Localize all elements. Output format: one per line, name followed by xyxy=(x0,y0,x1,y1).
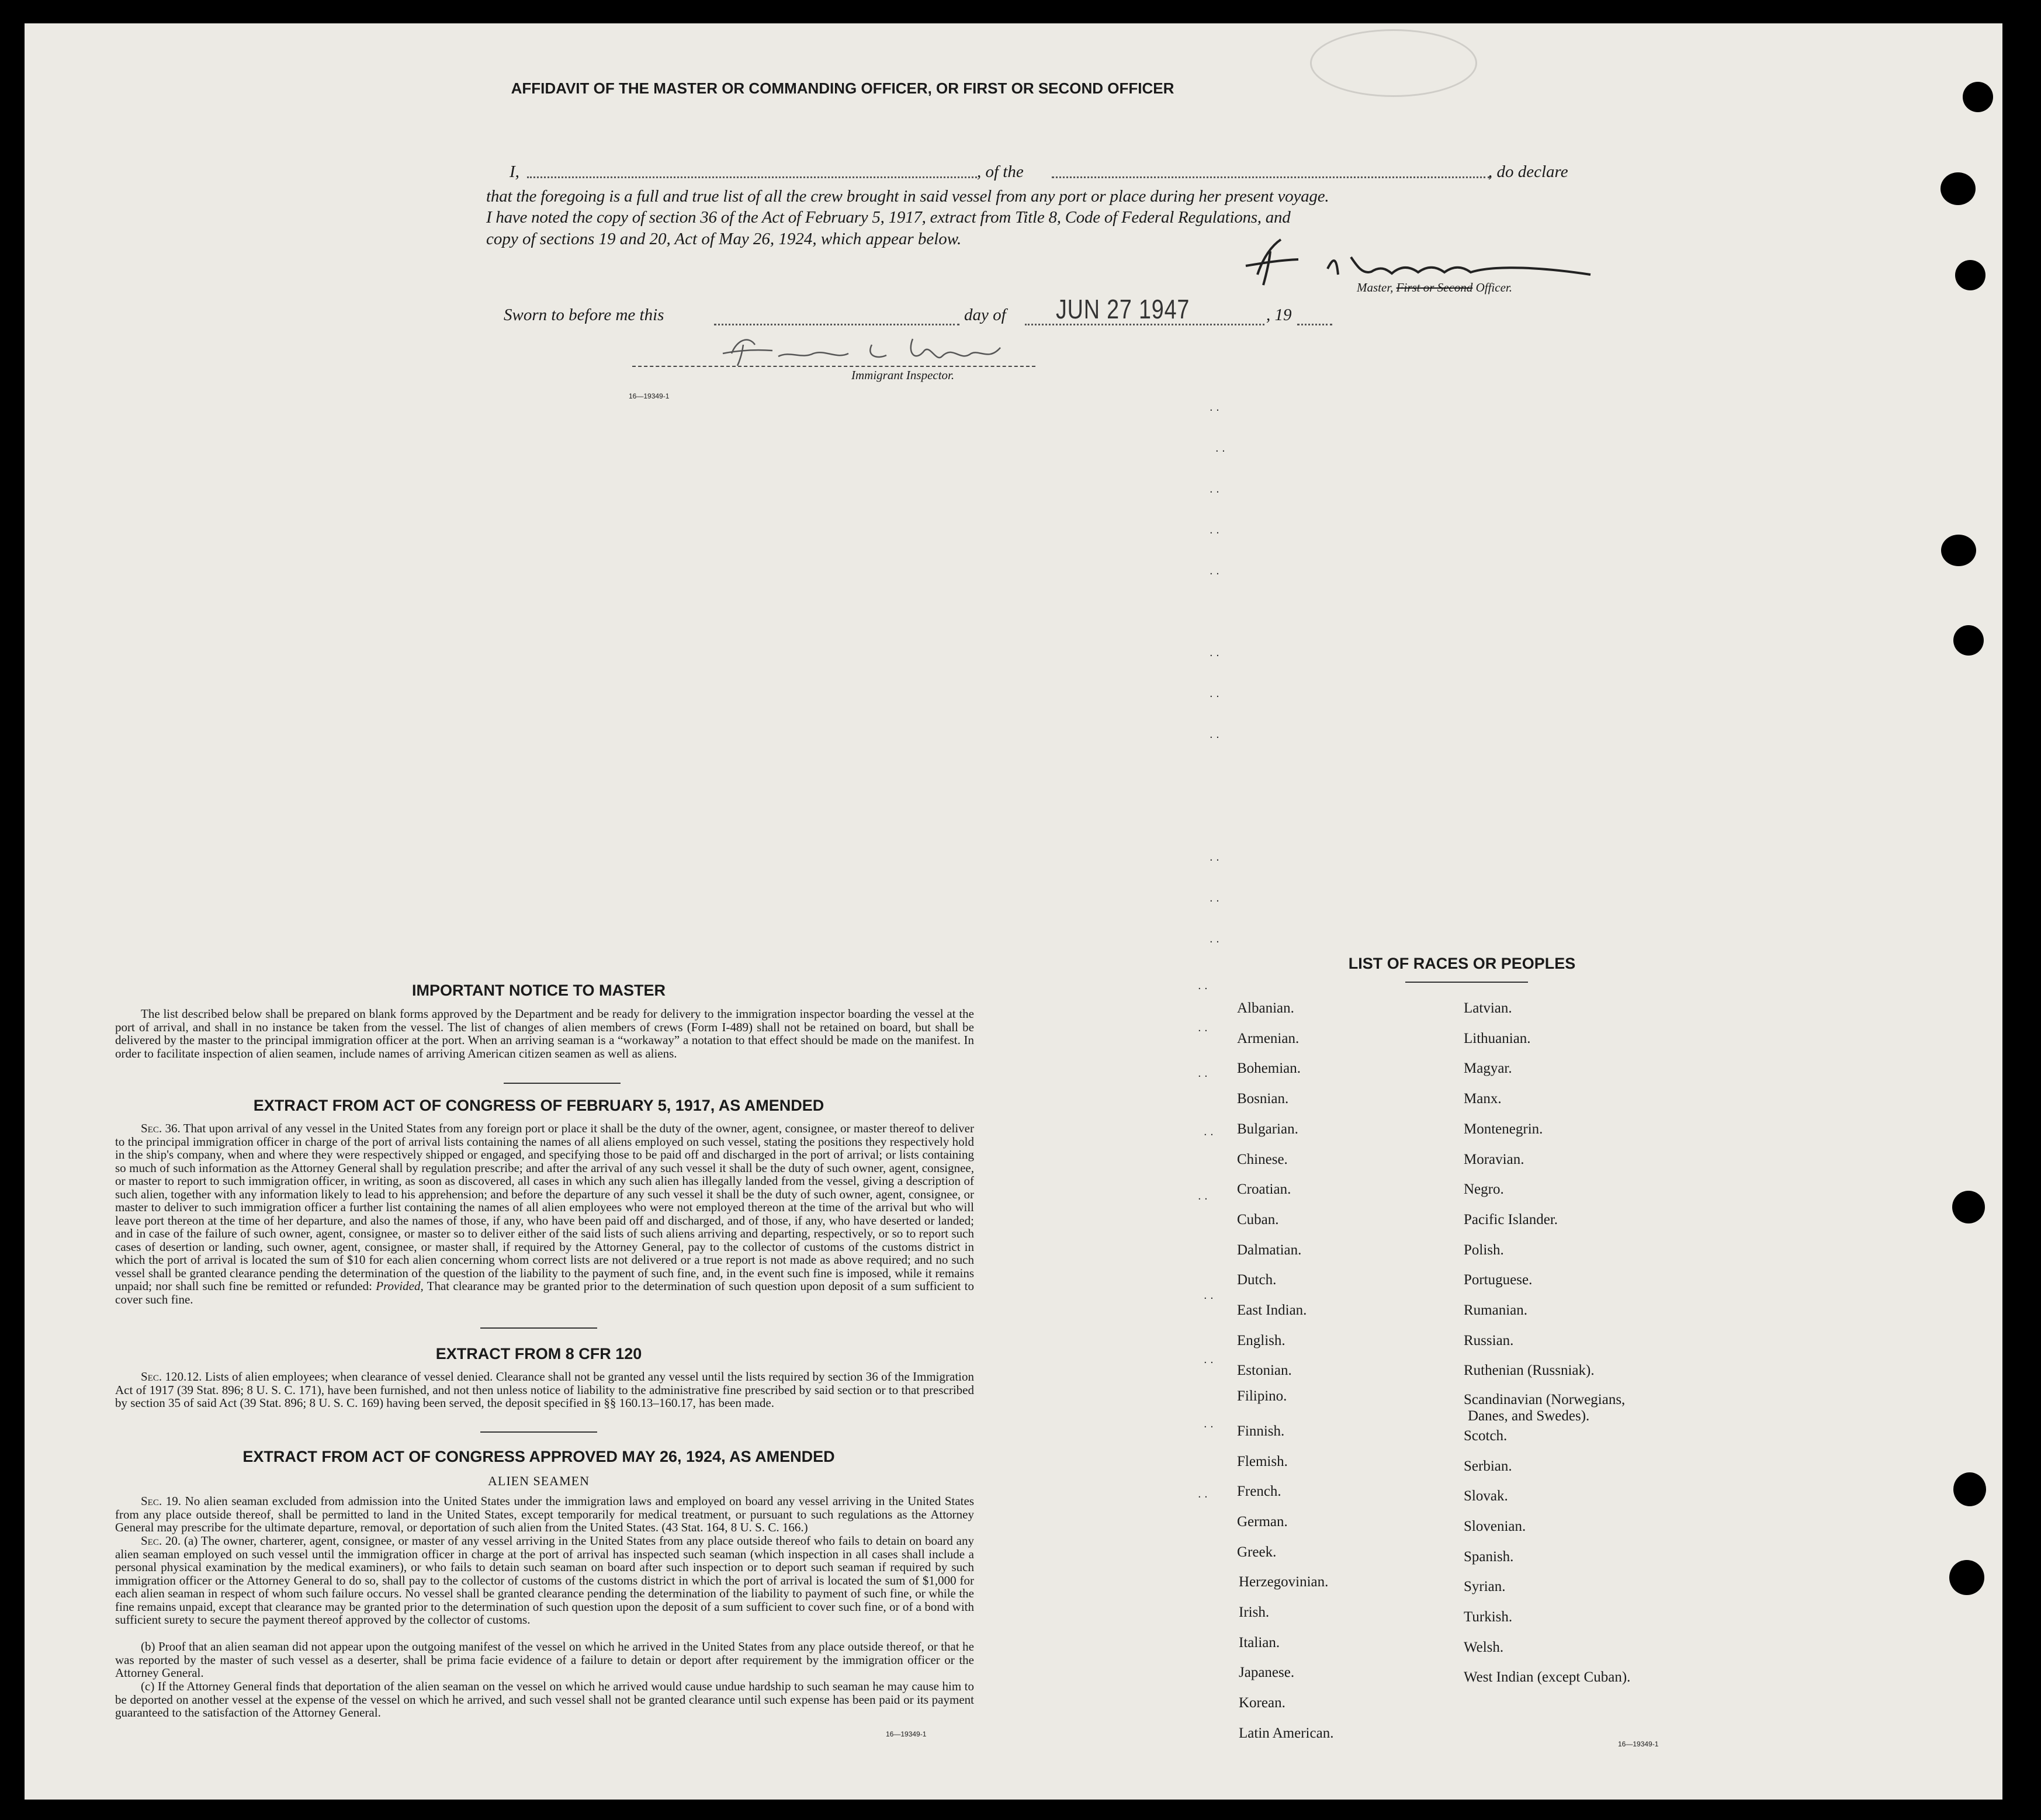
race-item: Scotch. xyxy=(1464,1427,1508,1444)
race-item: French. xyxy=(1237,1483,1281,1500)
form-number-bottom-right: 16—19349-1 xyxy=(1618,1740,1659,1748)
sec-36-text: That upon arrival of any vessel in the United States from any foreign port or place it shall be the duty of the owner, agent, consignee, or master thereof to deliver to the principal immigration officer in charge of the port of arrival lists containing the names of all aliens employed on such vessel, stating the positions they respectively hold in the ship's company, when and where they were respectively shipped or engaged, and specifying those to be paid off and discharged in the port of arrival; or lists containing so much of such information as the Attorney General shall by regulation prescribe; and after the arrival of any such vessel it shall be the duty of such owner, agent, consignee, or master to report to such immigration officer, in writing, as soon as discovered, all cases in which any such alien has illegally landed from the vessel, giving a description of such alien, together with any information likely to lead to his apprehension; and before the departure of any such vessel it shall be the duty of such owner, agent, consignee, or master to deliver to such immigration officer a further list containing the names of all alien employees who were not employed thereon at the time of the arrival but who will leave port thereon at the time of her departure, and also the names of those, if any, who have been paid off and discharged, and of those, if any, who have deserted or landed; and in case of the failure of such owner, agent, consignee, or master so to deliver either of the said lists of such aliens arriving and departing, respectively, or so to report such cases of desertion or landing, such owner, agent, consignee, or master shall, if required by the Attorney General, pay to the collector of customs of the customs district in which the port of arrival is located the sum of $10 for each alien concerning whom correct lists are not delivered or a true report is not made as above required; and no such vessel shall be granted clearance pending the determination of the question of the liability to the payment of such fine, and, in the event such fine is imposed, while it remains unpaid; nor shall such fine be remitted or refunded: xyxy=(115,1121,974,1293)
race-item: Armenian. xyxy=(1237,1030,1300,1046)
race-item: Scandinavian (Norwegians, xyxy=(1464,1392,1626,1408)
notice-text: The list described below shall be prepared on blank forms approved by the Department and be ready for delivery to the immigration inspector boarding the vessel at the port of arrival, and shall in no instance be taken from the vessel. The list of changes of alien members of crews (Form I-489) shall not be retained on board, but shall be delivered by the master to the principal immigration officer at the port. When an arriving seaman is a “workaway” a notation to that effect should be made on the manifest. In order to facilitate inspection of alien seamen, include names of arriving American citizen seamen as well as aliens. xyxy=(115,1007,974,1060)
fold-mark: . . xyxy=(1198,1021,1208,1034)
fold-mark: . . xyxy=(1204,1417,1214,1430)
extract-8cfr-text xyxy=(115,1370,974,1410)
fold-mark: . . xyxy=(1210,687,1219,700)
fold-mark: . . xyxy=(1210,483,1219,495)
sec-120-text: Lists of alien employees; when clearance of vessel denied. Clearance shall not be granted any vessel until the lists required by section 36 of the Immigration Act of 1917 (39 Stat. 896; 8 U. S. C. 171), have been furnished, and not then unless notice of liability to the administrative fine prescribed by said section or to that prescribed by section 35 of said Act (39 Stat. 896; 8 U. S. C. 169) having been served, the deposit specified in §§ 160.13–160.17, has been made. xyxy=(115,1370,974,1410)
form-number-bottom-left: 16—19349-1 xyxy=(886,1730,927,1738)
sworn-year: , 19 xyxy=(1266,306,1292,324)
race-item: Chinese. xyxy=(1237,1151,1288,1167)
divider xyxy=(504,1083,621,1084)
sec-20c-paragraph: (c) If the Attorney General finds that deportation of the alien seaman on the vessel on which he arrived would cause undue hardship to such seaman he may cause him to be deported on another vessel at the expense of the vessel on which he arrived, and such vessel shall not be granted clearance until such expense has been paid or its payment guaranteed to the satisfaction of the Attorney General. xyxy=(115,1679,974,1720)
fold-mark: . . xyxy=(1204,1289,1214,1302)
race-item: Manx. xyxy=(1464,1091,1502,1107)
name-blank xyxy=(527,176,977,178)
sec-19-label: Sec. 19. xyxy=(141,1494,181,1508)
race-item: English. xyxy=(1237,1332,1285,1348)
sec-19-text: No alien seaman excluded from admission into the United States under the immigration laws and employed on board any vessel arriving in the United States from any place outside thereof, shall be permitted to land in the United States, except temporarily for medical treatment, or pursuant to such regulations as the Attorney General may prescribe for the ultimate departure, removal, or deportation of such alien from the United States. (43 Stat. 164, 8 U. S. C. 166.) xyxy=(115,1494,974,1534)
races-title-rule xyxy=(1405,982,1528,983)
fold-mark: . . xyxy=(1198,1488,1208,1500)
date-stamp: JUN 27 1947 xyxy=(1056,294,1190,324)
proviso-text: That clearance may be granted prior to the determination of such question upon deposit of a sum sufficient to cover such fine. xyxy=(115,1279,975,1306)
sec-19-paragraph xyxy=(115,1495,974,1534)
race-item: German. xyxy=(1237,1513,1288,1530)
alien-seamen-subtitle: ALIEN SEAMEN xyxy=(488,1474,590,1488)
affidavit-title: AFFIDAVIT OF THE MASTER OR COMMANDING OFFICER, OR FIRST OR SECOND OFFICER xyxy=(511,79,1174,97)
sec-20-label: Sec. 20. xyxy=(141,1534,181,1548)
race-item: Danes, and Swedes). xyxy=(1468,1408,1590,1424)
punch-hole xyxy=(1953,625,1984,656)
punch-hole xyxy=(1963,82,1993,112)
race-item: Bosnian. xyxy=(1237,1091,1289,1107)
race-item: West Indian (except Cuban). xyxy=(1464,1669,1631,1686)
extract-8cfr-title: EXTRACT FROM 8 CFR 120 xyxy=(435,1345,642,1363)
punch-hole xyxy=(1949,1560,1984,1595)
race-item: Dalmatian. xyxy=(1237,1242,1302,1258)
master-label-struck: First or Second xyxy=(1396,280,1473,294)
race-item: Flemish. xyxy=(1237,1453,1288,1469)
extract-1924-title: EXTRACT FROM ACT OF CONGRESS APPROVED MAY 26, 1924, AS AMENDED xyxy=(242,1448,835,1465)
race-item: Montenegrin. xyxy=(1464,1121,1543,1137)
document-page xyxy=(25,23,2002,1800)
sec-120-label: Sec. 120.12. xyxy=(141,1370,202,1384)
races-title: LIST OF RACES OR PEOPLES xyxy=(1348,955,1576,972)
race-item: Japanese. xyxy=(1239,1665,1295,1681)
race-item: Cuban. xyxy=(1237,1211,1279,1228)
race-item: Spanish. xyxy=(1464,1548,1514,1565)
race-item: Finnish. xyxy=(1237,1423,1285,1439)
sec-36-label: Sec. 36. xyxy=(141,1121,181,1135)
race-item: Portuguese. xyxy=(1464,1272,1533,1288)
extract-1917-text xyxy=(115,1122,974,1306)
race-item: Albanian. xyxy=(1237,1000,1294,1016)
race-item: Korean. xyxy=(1239,1695,1285,1711)
sworn-day-of: day of xyxy=(964,306,1006,324)
sworn-day-blank xyxy=(714,324,959,325)
race-item: Dutch. xyxy=(1237,1272,1277,1288)
race-item: Slovak. xyxy=(1464,1488,1508,1504)
race-item: Greek. xyxy=(1237,1544,1277,1560)
sworn-prefix: Sworn to before me this xyxy=(504,306,664,324)
affidavit-of-the: , of the xyxy=(977,162,1024,181)
race-item: East Indian. xyxy=(1237,1302,1307,1318)
fold-mark: . . xyxy=(1210,892,1219,904)
inspector-label: Immigrant Inspector. xyxy=(851,368,955,382)
fold-mark: . . xyxy=(1198,1067,1208,1080)
master-label-post: Officer. xyxy=(1472,280,1512,294)
race-item: Estonian. xyxy=(1237,1363,1292,1379)
race-item: Herzegovinian. xyxy=(1239,1574,1329,1590)
affidavit-line-3: I have noted the copy of section 36 of the Act of February 5, 1917, extract from Title 8, Code of Federal Regulations, and xyxy=(486,208,1291,227)
sec-20a-text: (a) The owner, charterer, agent, consignee, or master of any vessel arriving in the United States from any place outside thereof who fails to detain on board any alien seaman employed on such vessel until the immigration officer in charge at the port of arrival has inspected such seaman (which inspection in all cases shall include a personal physical examination by the medical examiners), or who fails to detain such seaman on board after such inspection or to deport such seaman if required by such immigration officer or the Attorney General to do so, shall pay to the collector of customs of the customs district in which the port of arrival is located the sum of $1,000 for each alien seaman in respect of whom such failure occurs. No vessel shall be granted clearance pending the determination of the liability to payment of such fine, or while the fine remains unpaid, except that clearance may be granted prior to the determination of such question upon the deposit of a sum sufficient to cover such fine, or of a bond with sufficient surety to secure the payment thereof approved by the collector of customs. xyxy=(115,1534,975,1627)
race-item: Lithuanian. xyxy=(1464,1030,1531,1046)
form-number-top: 16—19349-1 xyxy=(629,392,670,400)
race-item: Russian. xyxy=(1464,1332,1514,1348)
proviso-label: Provided, xyxy=(376,1279,424,1293)
fold-mark: . . xyxy=(1210,932,1219,945)
race-item: Moravian. xyxy=(1464,1151,1524,1167)
race-item: Bohemian. xyxy=(1237,1060,1301,1077)
fold-mark: . . xyxy=(1210,646,1219,659)
fold-mark: . . xyxy=(1198,979,1208,992)
race-item: Italian. xyxy=(1239,1634,1280,1651)
fold-mark: . . xyxy=(1210,401,1219,414)
punch-hole xyxy=(1940,172,1976,205)
fold-mark: . . xyxy=(1204,1125,1214,1138)
race-item: Ruthenian (Russniak). xyxy=(1464,1363,1595,1379)
race-item: Slovenian. xyxy=(1464,1518,1526,1534)
race-item: Turkish. xyxy=(1464,1609,1513,1625)
inspector-line xyxy=(632,366,1035,367)
vessel-blank xyxy=(1052,176,1490,178)
affidavit-i: I, xyxy=(510,162,519,181)
punch-hole xyxy=(1941,535,1976,566)
race-item: Latvian. xyxy=(1464,1000,1512,1016)
master-label xyxy=(1357,280,1512,295)
race-item: Welsh. xyxy=(1464,1639,1504,1655)
race-item: Negro. xyxy=(1464,1181,1504,1198)
race-item: Pacific Islander. xyxy=(1464,1211,1558,1228)
fold-mark: . . xyxy=(1198,1190,1208,1202)
punch-hole xyxy=(1952,1191,1985,1223)
race-item: Polish. xyxy=(1464,1242,1504,1258)
affidavit-line-2: that the foregoing is a full and true list of all the crew brought in said vessel from any port or place during her present voyage. xyxy=(486,187,1329,206)
race-item: Serbian. xyxy=(1464,1458,1512,1474)
fold-mark: . . xyxy=(1210,524,1219,536)
race-item: Croatian. xyxy=(1237,1181,1291,1198)
race-item: Bulgarian. xyxy=(1237,1121,1298,1137)
fold-mark: . . xyxy=(1215,442,1225,455)
notice-title: IMPORTANT NOTICE TO MASTER xyxy=(412,982,666,999)
master-label-pre: Master, xyxy=(1357,280,1397,294)
fold-mark: . . xyxy=(1210,564,1219,577)
fold-mark: . . xyxy=(1210,728,1219,741)
fold-mark: . . xyxy=(1210,851,1219,864)
race-item: Latin American. xyxy=(1239,1725,1334,1741)
sec-20a-paragraph xyxy=(115,1534,974,1627)
punch-hole xyxy=(1955,260,1985,290)
affidavit-line-4: copy of sections 19 and 20, Act of May 26, 1924, which appear below. xyxy=(486,230,962,248)
sworn-year-blank xyxy=(1297,324,1332,325)
divider xyxy=(480,1431,597,1433)
divider xyxy=(480,1327,597,1329)
race-item: Syrian. xyxy=(1464,1579,1506,1595)
extract-1917-title: EXTRACT FROM ACT OF CONGRESS OF FEBRUARY 5, 1917, AS AMENDED xyxy=(253,1097,824,1114)
race-item: Magyar. xyxy=(1464,1060,1512,1077)
inspector-signature xyxy=(720,327,1024,374)
race-item: Irish. xyxy=(1239,1604,1270,1620)
punch-hole xyxy=(1953,1472,1986,1506)
race-item: Rumanian. xyxy=(1464,1302,1528,1318)
affidavit-do-declare: , do declare xyxy=(1488,162,1568,181)
sec-20b-paragraph: (b) Proof that an alien seaman did not appear upon the outgoing manifest of the vessel on which he arrived in the United States from any place outside thereof, or that he was reported by the master of such vessel as a deserter, shall be prima facie evidence of a failure to detain or deport after requirement by the immigration officer or the Attorney General. xyxy=(115,1639,974,1680)
race-item: Filipino. xyxy=(1237,1388,1287,1405)
fold-mark: . . xyxy=(1204,1353,1214,1366)
